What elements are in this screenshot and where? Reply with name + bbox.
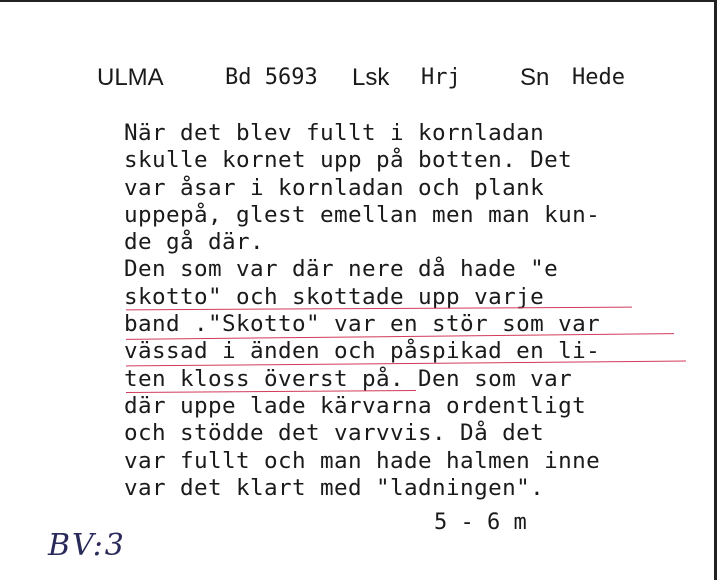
header-county: Lsk	[352, 64, 390, 91]
text-line: uppepå, glest emellan men man kun-	[124, 201, 601, 228]
header-parish: Hede	[572, 65, 625, 90]
text-line: var åsar i kornladan och plank	[124, 174, 545, 201]
card-body-text	[124, 120, 704, 502]
text-line: de gå där.	[124, 229, 265, 256]
text-line: vässad i änden och påspikad en li-	[124, 338, 601, 365]
header-district: Hrj	[421, 65, 461, 90]
text-line: och stödde det varvvis. Då det	[124, 420, 545, 447]
text-line: där uppe lade kärvarna ordentligt	[124, 392, 587, 419]
header-parish-label: Sn	[520, 64, 550, 91]
page-range: 5 - 6 m	[434, 510, 527, 535]
text-line: skulle kornet upp på botten. Det	[124, 147, 573, 174]
text-line: Den som var där nere då hade "e	[124, 256, 559, 283]
text-line: När det blev fullt i kornladan	[124, 120, 545, 146]
handwritten-code: BV:3	[48, 528, 126, 563]
header-word: ULMA	[97, 64, 164, 91]
text-line: var fullt och man hade halmen inne	[124, 447, 601, 474]
text-line: var det klart med "ladningen".	[124, 474, 545, 501]
text-line: skotto" och skottade upp varje	[124, 283, 545, 310]
header-archive-number: Bd 5693	[225, 65, 318, 90]
text-line: band ."Skotto" var en stör som var	[124, 311, 601, 338]
text-line: ten kloss överst på. Den som var	[124, 365, 573, 392]
card-header	[0, 62, 714, 102]
